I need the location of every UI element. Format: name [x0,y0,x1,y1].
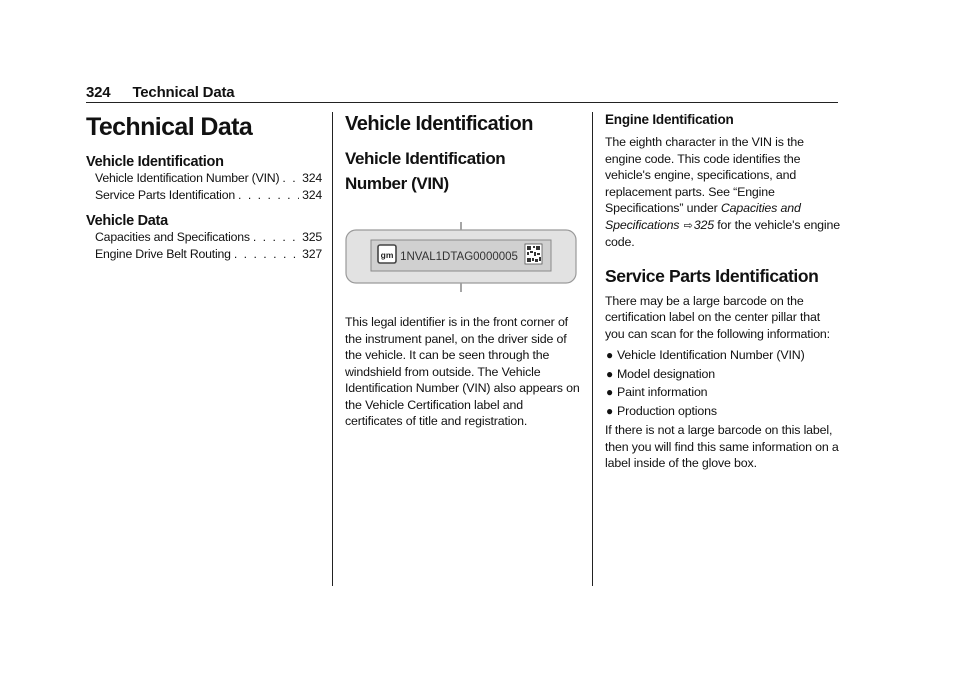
bullet-icon: ● [606,385,614,399]
toc-entry-page: 324 [302,171,322,185]
list-item: ● Production options [605,402,841,421]
page-number: 324 [86,84,111,101]
bullet-icon: ● [606,403,614,418]
list-item: ● Paint information [605,383,841,402]
engine-text-end: for the vehicle's engine code. [605,217,841,249]
service-parts-heading: Service Parts Identification [605,265,819,286]
page-reference-arrow-icon: ⇨ [683,219,693,232]
toc-entry-label: Capacities and Specifications [95,230,250,244]
engine-identification-paragraph [605,134,841,251]
vin-subheading-line-2: Number (VIN) [345,174,449,193]
vin-plate-graphic [345,222,577,292]
running-header [86,84,234,101]
engine-text: The eighth character in the VIN is the engine code. This code identifies the vehicle's engine, specifications, and replacement parts. See “Engine Specifications” under [605,135,804,215]
toc-entry-label: Service Parts Identification [95,188,235,202]
section-heading: Vehicle Identification [345,113,533,135]
toc-entry-page: 324 [302,188,322,202]
barcode-icon [525,244,542,264]
toc-entry-belt-routing[interactable] [86,246,322,263]
toc-leader-dots [253,229,299,246]
vin-plate-illustration [345,222,577,292]
toc-entry-label: Engine Drive Belt Routing [95,247,231,261]
capacities-link[interactable]: Capacities and Specifications [605,201,801,232]
bullet-icon: ● [606,366,614,381]
toc-entry-service-parts[interactable] [86,187,322,204]
toc-leader-dots [238,187,299,204]
toc-leader-dots [234,246,299,263]
engine-identification-heading: Engine Identification [605,112,734,127]
list-item: ● Vehicle Identification Number (VIN) [605,346,841,365]
vehicle-identification-section [345,112,581,430]
glove-box-paragraph: If there is not a large barcode on this label, then you will find this same information on a label inside of the glove box. [605,423,839,470]
toc-heading-vehicle-identification[interactable]: Vehicle Identification [86,154,224,170]
toc-entry-vin[interactable] [86,170,322,187]
column-divider-1 [332,112,333,586]
toc-entry-page: 325 [302,230,322,244]
service-parts-intro: There may be a large barcode on the certification label on the center pillar that you can scan for the following information: [605,293,830,341]
capacities-link-page[interactable]: 325 [693,217,714,232]
header-rule [86,102,838,103]
vin-subheading [345,146,581,196]
list-item: ● Model designation [605,365,841,384]
chapter-title: Technical Data [86,113,253,141]
toc-entry-page: 327 [302,247,322,261]
running-header-title: Technical Data [132,84,235,101]
toc-entry-capacities[interactable] [86,229,322,246]
column-divider-2 [592,112,593,586]
toc-entry-label: Vehicle Identification Number (VIN) [95,171,280,185]
vin-subheading-line-1: Vehicle Identification [345,149,506,168]
toc-heading-vehicle-data[interactable]: Vehicle Data [86,213,168,229]
vin-location-paragraph: This legal identifier is in the front corner of the instrument panel, on the driver side of the vehicle. It can be seen through the windshield from outside. The Vehicle Identification Number (VIN) also appears on the Vehicle Certification label and certificates of title and registration. [345,315,580,428]
engine-and-service-section [605,112,841,472]
bullet-icon: ● [606,348,614,362]
vin-number: 1NVAL1DTAG0000005 [400,251,518,263]
toc-leader-dots [282,170,299,187]
gm-logo: gm [380,250,394,260]
service-parts-list [605,346,841,420]
chapter-toc [86,112,322,263]
